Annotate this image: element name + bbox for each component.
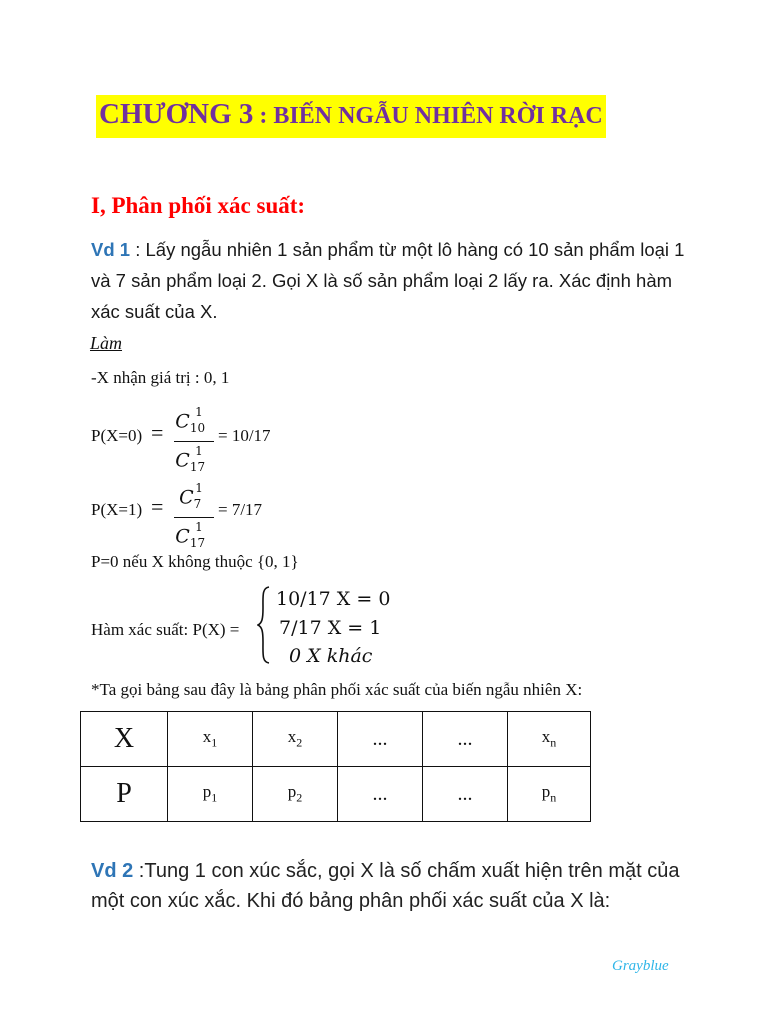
otherwise-line: P=0 nếu X không thuộc {0, 1}: [91, 552, 299, 571]
table-row-x: [81, 712, 591, 767]
p0-fraction-bar: [174, 441, 214, 442]
row-x-cell: $x_2$: [253, 712, 338, 767]
row-x-cell: ...: [423, 712, 508, 767]
left-brace-icon: [257, 586, 271, 664]
p0-denominator: $C_{17}^1$: [175, 444, 206, 475]
row-x-head: X: [81, 712, 168, 767]
row-x-cell: $x_n$: [508, 712, 591, 767]
p1-numerator: $C_7^1$: [179, 481, 203, 512]
p1-equals: =: [151, 494, 164, 519]
row-p-cell: $p_2$: [253, 767, 338, 822]
example-1-label: Vd 1: [91, 239, 131, 260]
row-p-cell: $p_n$: [508, 767, 591, 822]
pmf-case-1: 10/17 X = 0: [276, 588, 391, 610]
section-heading: I, Phân phối xác suất:: [91, 193, 306, 218]
p1-result: = 7/17: [218, 500, 263, 519]
p0-result: = 10/17: [218, 426, 271, 445]
example-1: [91, 234, 691, 327]
row-x-cell: $x_1$: [168, 712, 253, 767]
p0-fraction: [174, 404, 214, 479]
p0-numerator: $C_{10}^1$: [175, 405, 206, 436]
distribution-table: [80, 711, 591, 822]
row-p-head: P: [81, 767, 168, 822]
row-p-cell: $p_1$: [168, 767, 253, 822]
pmf-label: Hàm xác suất: P(X) =: [91, 620, 240, 639]
p1-label: P(X=1): [91, 500, 143, 519]
p1-denominator: $C_{17}^1$: [175, 520, 206, 551]
example-1-text: : Lấy ngẫu nhiên 1 sản phẩm từ một lô hàng có 10 sản phẩm loại 1 và 7 sản phẩm loại 2. Gọi X là số sản phẩm loại 2 lấy ra. Xác định hàm xác suất của X.: [91, 239, 685, 322]
chapter-title-main: CHƯƠNG 3: [99, 98, 254, 130]
chapter-title: [96, 95, 606, 138]
solution-heading: Làm: [90, 333, 123, 353]
p1-fraction-bar: [174, 517, 214, 518]
row-x-cell: ...: [338, 712, 423, 767]
footer-brand: Grayblue: [612, 958, 669, 974]
pmf-case-3: 0 X khác: [289, 645, 373, 667]
table-intro: *Ta gọi bảng sau đây là bảng phân phối xác suất của biến ngẫu nhiên X:: [91, 680, 583, 699]
chapter-title-rest: : BIẾN NGẪU NHIÊN RỜI RẠC: [253, 103, 603, 129]
table-row-p: [81, 767, 591, 822]
row-p-cell: ...: [423, 767, 508, 822]
p0-equals: =: [151, 420, 164, 445]
values-line: -X nhận giá trị : 0, 1: [91, 368, 230, 387]
example-2-text: :Tung 1 con xúc sắc, gọi X là số chấm xuất hiện trên mặt của một con xúc xắc. Khi đó bảng phân phối xác suất của X là:: [91, 860, 680, 912]
example-2: [91, 856, 701, 916]
p1-fraction: [174, 480, 214, 555]
row-p-cell: ...: [338, 767, 423, 822]
p0-label: P(X=0): [91, 426, 143, 445]
example-2-label: Vd 2: [91, 860, 134, 882]
pmf-case-2: 7/17 X = 1: [279, 617, 382, 639]
